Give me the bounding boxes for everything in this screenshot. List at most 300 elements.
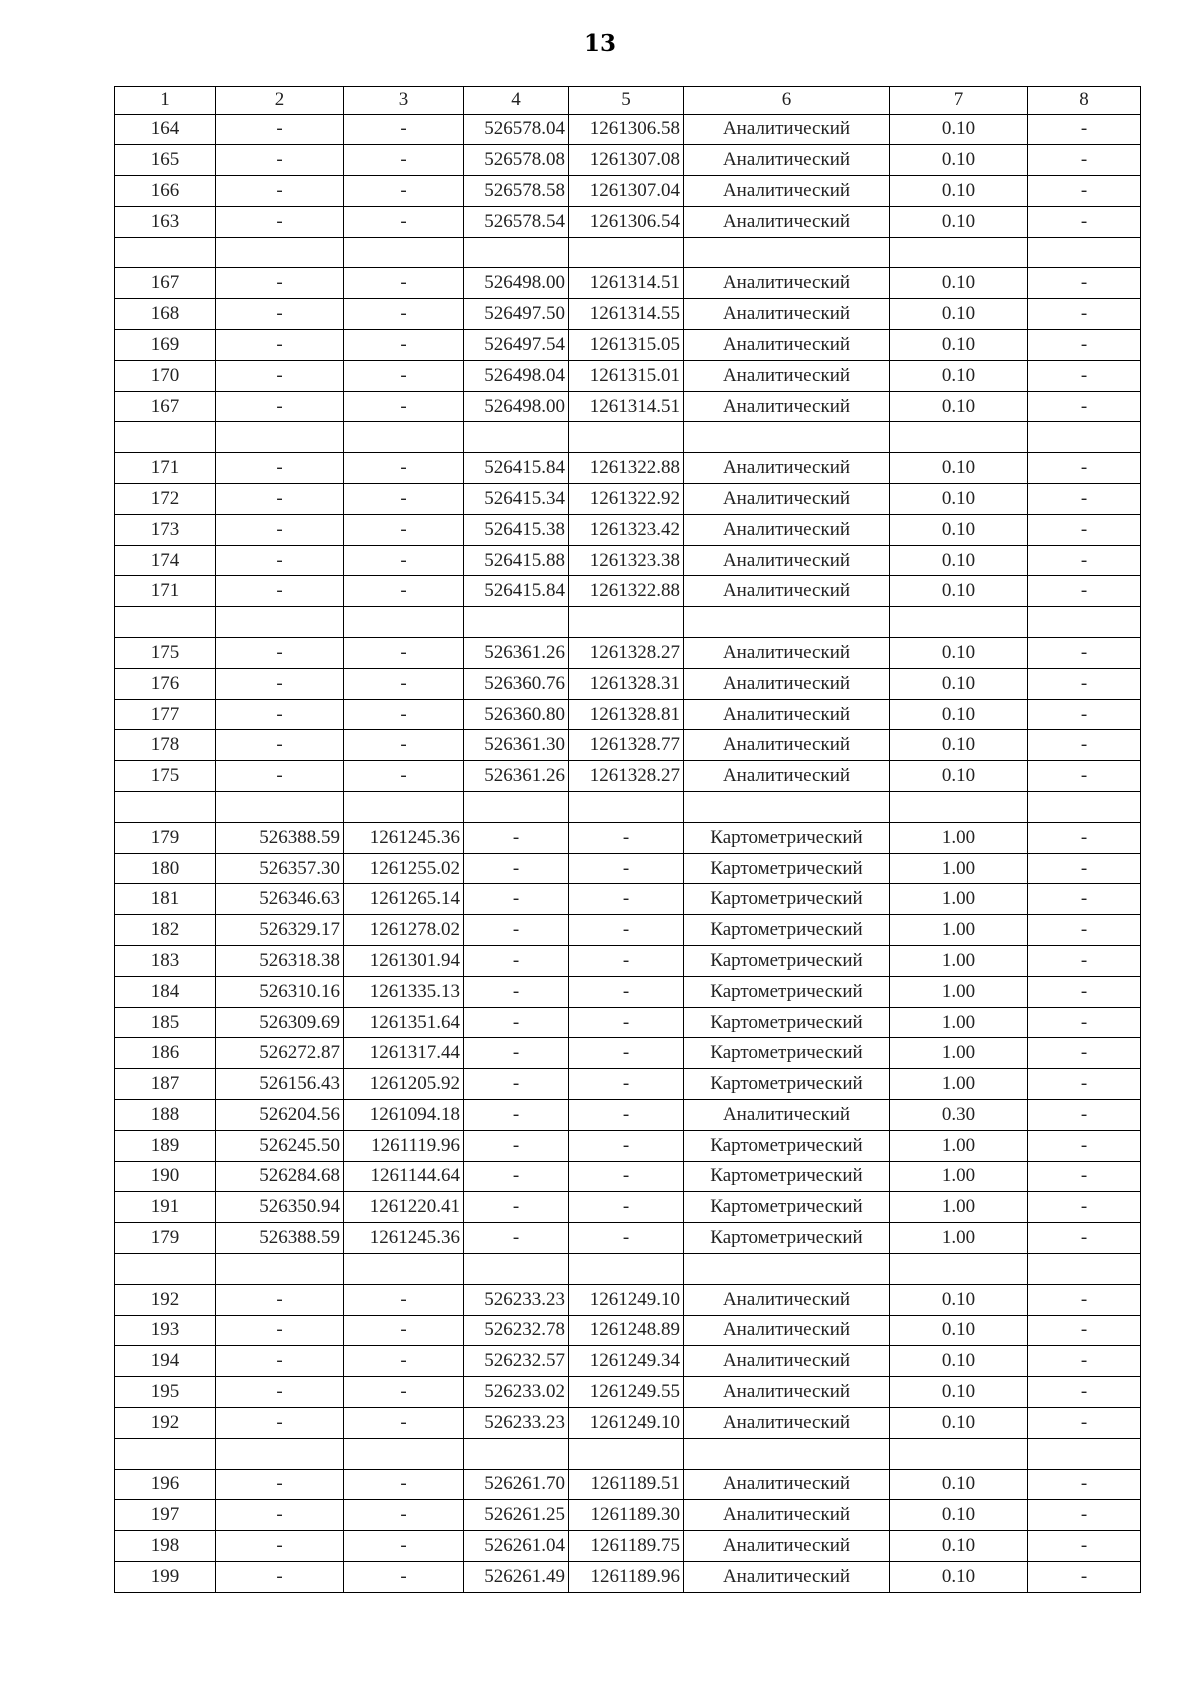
table-cell: Аналитический bbox=[684, 391, 890, 422]
table-cell: 163 bbox=[115, 206, 216, 237]
table-row bbox=[115, 1346, 1141, 1377]
table-cell: 526415.34 bbox=[464, 484, 569, 515]
table-cell: - bbox=[1028, 853, 1141, 884]
table-cell: - bbox=[464, 1100, 569, 1131]
table-cell: 0.10 bbox=[890, 484, 1028, 515]
table-cell: - bbox=[569, 1038, 684, 1069]
table-cell: 0.10 bbox=[890, 1407, 1028, 1438]
table-cell: 526415.88 bbox=[464, 545, 569, 576]
table-cell bbox=[115, 1438, 216, 1469]
table-cell: Аналитический bbox=[684, 545, 890, 576]
table-cell: - bbox=[344, 668, 464, 699]
table-cell: - bbox=[464, 1223, 569, 1254]
table-cell bbox=[216, 1253, 344, 1284]
table-cell bbox=[569, 607, 684, 638]
table-cell: 0.30 bbox=[890, 1100, 1028, 1131]
table-cell bbox=[890, 422, 1028, 453]
table-cell: - bbox=[216, 299, 344, 330]
table-cell: 1261315.05 bbox=[569, 330, 684, 361]
table-row bbox=[115, 1161, 1141, 1192]
table-cell: 526284.68 bbox=[216, 1161, 344, 1192]
table-cell: 1261245.36 bbox=[344, 822, 464, 853]
table-cell: - bbox=[216, 514, 344, 545]
table-cell: - bbox=[1028, 1407, 1141, 1438]
table-cell: - bbox=[1028, 668, 1141, 699]
table-cell: - bbox=[344, 1469, 464, 1500]
table-cell bbox=[464, 1438, 569, 1469]
table-cell bbox=[684, 792, 890, 823]
table-cell bbox=[344, 1253, 464, 1284]
table-cell: - bbox=[344, 699, 464, 730]
table-cell: 0.10 bbox=[890, 699, 1028, 730]
table-cell: 526261.04 bbox=[464, 1531, 569, 1562]
table-cell: 189 bbox=[115, 1130, 216, 1161]
separator-row bbox=[115, 607, 1141, 638]
table-cell: 1261328.27 bbox=[569, 761, 684, 792]
table-cell: - bbox=[1028, 1192, 1141, 1223]
table-cell bbox=[344, 792, 464, 823]
table-cell: - bbox=[216, 453, 344, 484]
table-cell: - bbox=[1028, 114, 1141, 145]
table-cell: Картометрический bbox=[684, 946, 890, 977]
table-row bbox=[115, 668, 1141, 699]
table-cell: 1261322.92 bbox=[569, 484, 684, 515]
table-row bbox=[115, 1531, 1141, 1562]
table-cell: 1261249.10 bbox=[569, 1407, 684, 1438]
table-cell: Картометрический bbox=[684, 1038, 890, 1069]
table-cell: 1.00 bbox=[890, 1007, 1028, 1038]
table-cell: - bbox=[1028, 1069, 1141, 1100]
table-cell: 177 bbox=[115, 699, 216, 730]
table-cell: 526498.04 bbox=[464, 360, 569, 391]
table-cell: 0.10 bbox=[890, 1346, 1028, 1377]
table-cell: 176 bbox=[115, 668, 216, 699]
table-cell: 199 bbox=[115, 1561, 216, 1592]
table-cell: - bbox=[569, 1130, 684, 1161]
table-cell: - bbox=[216, 1346, 344, 1377]
table-cell: - bbox=[344, 1500, 464, 1531]
table-cell: 0.10 bbox=[890, 638, 1028, 669]
table-cell: 171 bbox=[115, 453, 216, 484]
table-cell bbox=[684, 422, 890, 453]
column-header: 5 bbox=[569, 87, 684, 115]
table-cell: - bbox=[344, 299, 464, 330]
table-cell: Картометрический bbox=[684, 884, 890, 915]
table-cell: - bbox=[1028, 268, 1141, 299]
column-header: 7 bbox=[890, 87, 1028, 115]
table-cell: - bbox=[1028, 360, 1141, 391]
table-cell: 168 bbox=[115, 299, 216, 330]
table-cell: Аналитический bbox=[684, 761, 890, 792]
table-cell: 0.10 bbox=[890, 1561, 1028, 1592]
table-cell bbox=[216, 1438, 344, 1469]
table-cell: - bbox=[216, 1469, 344, 1500]
table-cell: - bbox=[569, 915, 684, 946]
table-header-row bbox=[115, 87, 1141, 115]
table-cell: 1.00 bbox=[890, 1192, 1028, 1223]
table-cell bbox=[569, 237, 684, 268]
table-cell: 0.10 bbox=[890, 1469, 1028, 1500]
table-row bbox=[115, 330, 1141, 361]
table-cell: - bbox=[464, 1007, 569, 1038]
table-cell: 191 bbox=[115, 1192, 216, 1223]
table-row bbox=[115, 576, 1141, 607]
table-cell bbox=[1028, 1438, 1141, 1469]
table-cell: 179 bbox=[115, 822, 216, 853]
table-cell: - bbox=[344, 206, 464, 237]
table-cell: - bbox=[216, 1561, 344, 1592]
table-cell: Аналитический bbox=[684, 1377, 890, 1408]
table-cell: 0.10 bbox=[890, 514, 1028, 545]
table-row bbox=[115, 1561, 1141, 1592]
table-cell: Картометрический bbox=[684, 1161, 890, 1192]
table-cell: 0.10 bbox=[890, 1377, 1028, 1408]
table-cell: 198 bbox=[115, 1531, 216, 1562]
table-cell: - bbox=[344, 730, 464, 761]
table-cell: - bbox=[344, 1284, 464, 1315]
table-cell: - bbox=[1028, 946, 1141, 977]
table-cell: - bbox=[1028, 1223, 1141, 1254]
table-cell: 526233.02 bbox=[464, 1377, 569, 1408]
table-cell: - bbox=[1028, 514, 1141, 545]
table-cell bbox=[890, 607, 1028, 638]
table-cell: - bbox=[1028, 638, 1141, 669]
table-row bbox=[115, 822, 1141, 853]
table-cell: 1261306.54 bbox=[569, 206, 684, 237]
table-cell: - bbox=[344, 145, 464, 176]
table-cell: - bbox=[569, 1192, 684, 1223]
table-cell: Аналитический bbox=[684, 453, 890, 484]
table-cell bbox=[1028, 1253, 1141, 1284]
table-cell: 1.00 bbox=[890, 1130, 1028, 1161]
table-cell: - bbox=[216, 576, 344, 607]
table-cell bbox=[115, 237, 216, 268]
table-cell: - bbox=[464, 946, 569, 977]
table-cell: 188 bbox=[115, 1100, 216, 1131]
table-cell: 197 bbox=[115, 1500, 216, 1531]
table-cell: - bbox=[569, 853, 684, 884]
table-cell: - bbox=[1028, 1007, 1141, 1038]
table-cell: Аналитический bbox=[684, 360, 890, 391]
table-cell: - bbox=[344, 545, 464, 576]
table-cell: 1261301.94 bbox=[344, 946, 464, 977]
table-cell: - bbox=[569, 976, 684, 1007]
table-cell: - bbox=[1028, 1377, 1141, 1408]
coordinates-table bbox=[114, 86, 1141, 1593]
table-cell: 1261278.02 bbox=[344, 915, 464, 946]
table-cell: Аналитический bbox=[684, 206, 890, 237]
table-cell bbox=[1028, 422, 1141, 453]
table-cell bbox=[684, 1438, 890, 1469]
table-cell bbox=[216, 607, 344, 638]
table-cell: 1.00 bbox=[890, 1069, 1028, 1100]
table-cell: 192 bbox=[115, 1284, 216, 1315]
table-cell bbox=[569, 422, 684, 453]
table-cell bbox=[464, 422, 569, 453]
table-cell: - bbox=[216, 1500, 344, 1531]
table-cell: - bbox=[1028, 1346, 1141, 1377]
table-cell: 192 bbox=[115, 1407, 216, 1438]
table-row bbox=[115, 514, 1141, 545]
table-cell: - bbox=[1028, 1315, 1141, 1346]
table-cell: 0.10 bbox=[890, 360, 1028, 391]
table-cell bbox=[344, 607, 464, 638]
table-cell: - bbox=[1028, 730, 1141, 761]
table-cell: 526346.63 bbox=[216, 884, 344, 915]
table-cell: 526578.54 bbox=[464, 206, 569, 237]
table-cell: 1261307.08 bbox=[569, 145, 684, 176]
table-cell: - bbox=[344, 576, 464, 607]
table-cell: 178 bbox=[115, 730, 216, 761]
table-cell: 184 bbox=[115, 976, 216, 1007]
table-cell: 1261351.64 bbox=[344, 1007, 464, 1038]
table-cell: 526261.25 bbox=[464, 1500, 569, 1531]
table-cell: - bbox=[216, 1407, 344, 1438]
table-cell: - bbox=[1028, 1038, 1141, 1069]
table-cell bbox=[115, 422, 216, 453]
table-cell: - bbox=[344, 484, 464, 515]
table-cell: - bbox=[216, 360, 344, 391]
table-cell: 185 bbox=[115, 1007, 216, 1038]
table-cell: 169 bbox=[115, 330, 216, 361]
table-cell: - bbox=[464, 915, 569, 946]
table-cell: - bbox=[1028, 822, 1141, 853]
table-cell: 526156.43 bbox=[216, 1069, 344, 1100]
table-cell: Картометрический bbox=[684, 1007, 890, 1038]
table-cell: Аналитический bbox=[684, 1315, 890, 1346]
table-cell: 167 bbox=[115, 391, 216, 422]
table-cell: - bbox=[464, 853, 569, 884]
table-cell: 526309.69 bbox=[216, 1007, 344, 1038]
table-row bbox=[115, 1007, 1141, 1038]
table-cell: - bbox=[464, 1069, 569, 1100]
table-cell: - bbox=[1028, 1284, 1141, 1315]
table-cell: 175 bbox=[115, 761, 216, 792]
table-cell: - bbox=[569, 946, 684, 977]
table-cell: - bbox=[216, 330, 344, 361]
table-cell: 526388.59 bbox=[216, 1223, 344, 1254]
table-cell: 1261255.02 bbox=[344, 853, 464, 884]
table-row bbox=[115, 453, 1141, 484]
table-row bbox=[115, 915, 1141, 946]
table-cell: 1.00 bbox=[890, 1038, 1028, 1069]
table-cell: 1.00 bbox=[890, 946, 1028, 977]
table-cell: 0.10 bbox=[890, 114, 1028, 145]
table-cell: - bbox=[1028, 545, 1141, 576]
table-row bbox=[115, 145, 1141, 176]
table-cell bbox=[1028, 607, 1141, 638]
table-cell: 1261328.27 bbox=[569, 638, 684, 669]
table-cell: 1261306.58 bbox=[569, 114, 684, 145]
column-header: 3 bbox=[344, 87, 464, 115]
table-cell: Аналитический bbox=[684, 699, 890, 730]
table-cell: 526232.78 bbox=[464, 1315, 569, 1346]
table-cell: 0.10 bbox=[890, 299, 1028, 330]
table-row bbox=[115, 946, 1141, 977]
table-cell: - bbox=[464, 1038, 569, 1069]
table-cell: - bbox=[216, 1284, 344, 1315]
table-cell: 1261323.38 bbox=[569, 545, 684, 576]
table-cell: 1.00 bbox=[890, 1161, 1028, 1192]
table-row bbox=[115, 1315, 1141, 1346]
separator-row bbox=[115, 422, 1141, 453]
table-cell: 195 bbox=[115, 1377, 216, 1408]
table-cell: - bbox=[1028, 884, 1141, 915]
table-cell: 0.10 bbox=[890, 176, 1028, 207]
table-cell: - bbox=[216, 545, 344, 576]
table-cell: 1.00 bbox=[890, 884, 1028, 915]
table-cell: - bbox=[344, 330, 464, 361]
table-cell: 194 bbox=[115, 1346, 216, 1377]
table-cell: - bbox=[344, 114, 464, 145]
table-cell: 526233.23 bbox=[464, 1284, 569, 1315]
table-cell: Аналитический bbox=[684, 1500, 890, 1531]
table-cell: 167 bbox=[115, 268, 216, 299]
table-row bbox=[115, 268, 1141, 299]
table-cell bbox=[569, 792, 684, 823]
table-cell: 526415.84 bbox=[464, 576, 569, 607]
table-cell: Аналитический bbox=[684, 1469, 890, 1500]
table-cell: Аналитический bbox=[684, 268, 890, 299]
table-cell: - bbox=[1028, 699, 1141, 730]
table-cell: 0.10 bbox=[890, 453, 1028, 484]
table-cell: Картометрический bbox=[684, 976, 890, 1007]
table-cell: 0.10 bbox=[890, 1284, 1028, 1315]
table-cell: Аналитический bbox=[684, 1100, 890, 1131]
table-row bbox=[115, 299, 1141, 330]
table-cell: 165 bbox=[115, 145, 216, 176]
table-cell bbox=[684, 237, 890, 268]
table-row bbox=[115, 761, 1141, 792]
table-cell bbox=[569, 1438, 684, 1469]
table-cell: Картометрический bbox=[684, 1069, 890, 1100]
table-cell: 1261119.96 bbox=[344, 1130, 464, 1161]
table-cell: - bbox=[1028, 1531, 1141, 1562]
table-cell: Аналитический bbox=[684, 514, 890, 545]
table-cell: Аналитический bbox=[684, 145, 890, 176]
column-header: 1 bbox=[115, 87, 216, 115]
table-cell: Картометрический bbox=[684, 822, 890, 853]
table-cell: 526350.94 bbox=[216, 1192, 344, 1223]
table-cell bbox=[464, 237, 569, 268]
table-cell: - bbox=[1028, 1500, 1141, 1531]
separator-row bbox=[115, 1438, 1141, 1469]
table-cell: Картометрический bbox=[684, 1223, 890, 1254]
table-cell: 1261315.01 bbox=[569, 360, 684, 391]
table-cell: 1261317.44 bbox=[344, 1038, 464, 1069]
table-cell: - bbox=[216, 114, 344, 145]
table-cell: 526261.49 bbox=[464, 1561, 569, 1592]
table-cell: - bbox=[344, 176, 464, 207]
table-cell: 172 bbox=[115, 484, 216, 515]
table-cell bbox=[890, 792, 1028, 823]
table-cell: - bbox=[216, 730, 344, 761]
table-row bbox=[115, 1069, 1141, 1100]
table-cell: 0.10 bbox=[890, 268, 1028, 299]
table-cell: Картометрический bbox=[684, 1130, 890, 1161]
table-cell: 526498.00 bbox=[464, 391, 569, 422]
table-cell: - bbox=[344, 1346, 464, 1377]
column-header: 4 bbox=[464, 87, 569, 115]
table-row bbox=[115, 1469, 1141, 1500]
column-header: 2 bbox=[216, 87, 344, 115]
table-cell: - bbox=[464, 1161, 569, 1192]
table-cell: - bbox=[1028, 576, 1141, 607]
table-cell: Картометрический bbox=[684, 915, 890, 946]
table-cell: 1261328.77 bbox=[569, 730, 684, 761]
table-cell bbox=[115, 1253, 216, 1284]
table-row bbox=[115, 884, 1141, 915]
table-cell: 181 bbox=[115, 884, 216, 915]
table-cell: - bbox=[1028, 330, 1141, 361]
table-cell bbox=[890, 237, 1028, 268]
table-cell: Аналитический bbox=[684, 330, 890, 361]
table-cell: 526360.80 bbox=[464, 699, 569, 730]
table-cell: 0.10 bbox=[890, 576, 1028, 607]
table-cell: 1261314.51 bbox=[569, 268, 684, 299]
table-cell: 1261094.18 bbox=[344, 1100, 464, 1131]
table-cell: - bbox=[1028, 1161, 1141, 1192]
table-cell: 187 bbox=[115, 1069, 216, 1100]
table-cell: - bbox=[216, 484, 344, 515]
table-cell: 526272.87 bbox=[216, 1038, 344, 1069]
table-cell: - bbox=[1028, 206, 1141, 237]
table-cell: 0.10 bbox=[890, 145, 1028, 176]
table-cell: 526498.00 bbox=[464, 268, 569, 299]
table-cell: Аналитический bbox=[684, 1531, 890, 1562]
table-cell: - bbox=[1028, 299, 1141, 330]
table-body bbox=[115, 114, 1141, 1592]
table-cell: 526497.50 bbox=[464, 299, 569, 330]
table-cell: - bbox=[344, 1561, 464, 1592]
table-cell: 526361.26 bbox=[464, 761, 569, 792]
page-number: 13 bbox=[583, 30, 616, 57]
table-cell: - bbox=[1028, 1561, 1141, 1592]
table-cell: 0.10 bbox=[890, 730, 1028, 761]
table-cell: 182 bbox=[115, 915, 216, 946]
table-cell: 526232.57 bbox=[464, 1346, 569, 1377]
table-cell: 1261322.88 bbox=[569, 576, 684, 607]
table-cell: - bbox=[569, 1100, 684, 1131]
table-cell bbox=[890, 1253, 1028, 1284]
table-cell: 526360.76 bbox=[464, 668, 569, 699]
table-cell: Картометрический bbox=[684, 1192, 890, 1223]
table-cell bbox=[216, 792, 344, 823]
table-cell: 1261314.51 bbox=[569, 391, 684, 422]
table-cell: 526318.38 bbox=[216, 946, 344, 977]
separator-row bbox=[115, 792, 1141, 823]
table-cell: 526415.38 bbox=[464, 514, 569, 545]
table-cell: - bbox=[1028, 391, 1141, 422]
table-row bbox=[115, 360, 1141, 391]
table-cell: Аналитический bbox=[684, 576, 890, 607]
table-cell: 1261314.55 bbox=[569, 299, 684, 330]
table-cell: - bbox=[344, 514, 464, 545]
table-cell: 179 bbox=[115, 1223, 216, 1254]
table-cell: 526245.50 bbox=[216, 1130, 344, 1161]
table-cell: - bbox=[464, 1192, 569, 1223]
table-cell: 1261328.81 bbox=[569, 699, 684, 730]
table-cell: - bbox=[464, 1130, 569, 1161]
table-cell: - bbox=[1028, 1100, 1141, 1131]
table-cell: - bbox=[1028, 1130, 1141, 1161]
table-cell: 526578.04 bbox=[464, 114, 569, 145]
table-cell: 1261205.92 bbox=[344, 1069, 464, 1100]
table-row bbox=[115, 976, 1141, 1007]
table-cell: 1261189.30 bbox=[569, 1500, 684, 1531]
table-cell: 1261328.31 bbox=[569, 668, 684, 699]
table-cell: - bbox=[344, 761, 464, 792]
